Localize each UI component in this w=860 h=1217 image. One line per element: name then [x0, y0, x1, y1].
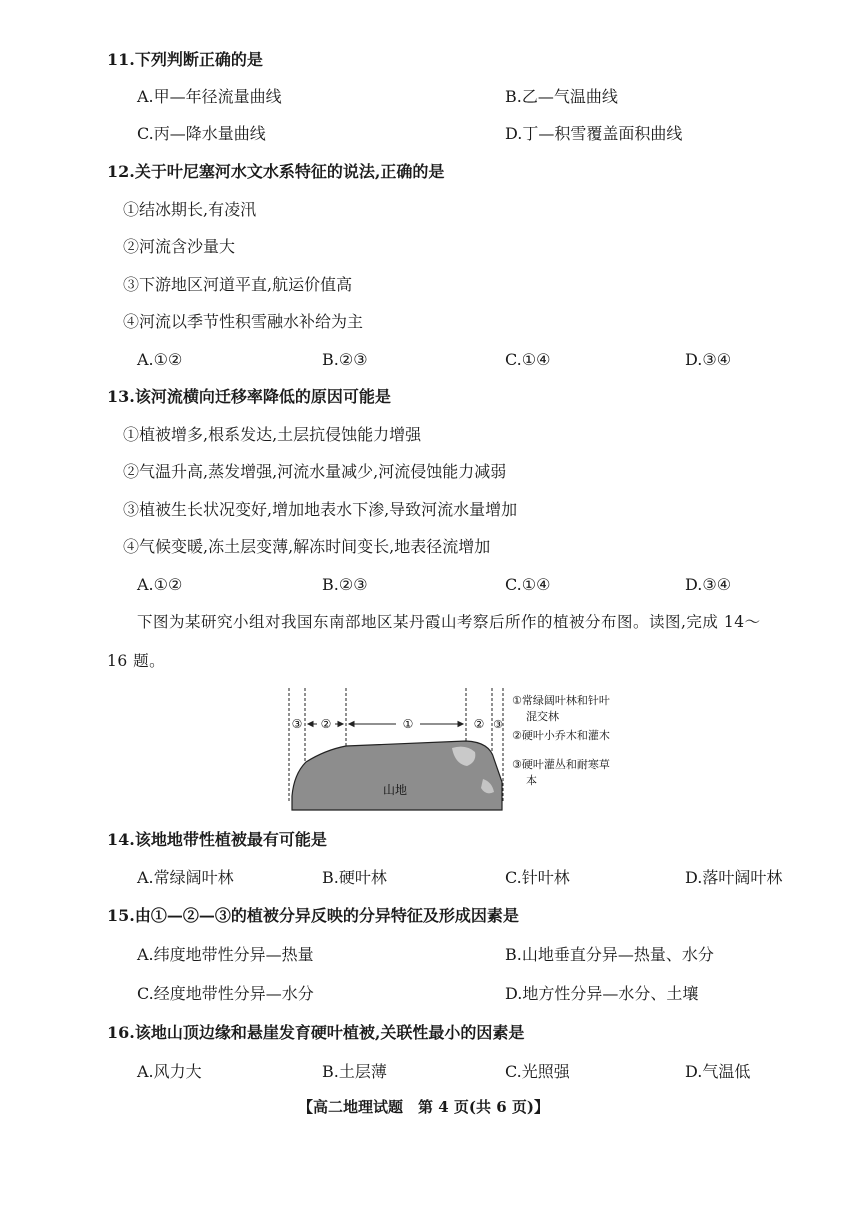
question-12-statement-2: ②河流含沙量大 [123, 237, 236, 256]
question-14-option-a: A.常绿阔叶林 [137, 868, 234, 887]
zone-label-3-right: ③ [493, 718, 503, 731]
question-16-option-d: D.气温低 [685, 1062, 751, 1081]
question-11-option-d: D.丁—积雪覆盖面积曲线 [505, 124, 683, 143]
question-15-option-b: B.山地垂直分异—热量、水分 [505, 945, 714, 964]
question-12-stem: 12.关于叶尼塞河水文水系特征的说法,正确的是 [107, 162, 445, 181]
question-11-option-b: B.乙—气温曲线 [505, 87, 618, 106]
question-11-option-a: A.甲—年径流量曲线 [137, 87, 282, 106]
question-16-stem: 16.该地山顶边缘和悬崖发育硬叶植被,关联性最小的因素是 [107, 1023, 525, 1042]
legend-line-4: ③硬叶灌丛和耐寒草 [512, 758, 610, 771]
page-footer: 【高二地理试题 第 4 页(共 6 页)】 [298, 1098, 549, 1116]
question-13-statement-1: ①植被增多,根系发达,土层抗侵蚀能力增强 [123, 425, 422, 444]
question-13-option-b: B.②③ [322, 575, 368, 594]
question-16-option-c: C.光照强 [505, 1062, 570, 1081]
zone-label-2-left: ② [320, 717, 332, 731]
question-12-statement-4: ④河流以季节性积雪融水补给为主 [123, 312, 364, 331]
question-15-option-d: D.地方性分异—水分、土壤 [505, 984, 699, 1003]
legend-line-1: ①常绿阔叶林和针叶 [512, 694, 610, 707]
question-12-option-a: A.①② [137, 350, 183, 369]
legend-line-3: ②硬叶小乔木和灌木 [512, 729, 610, 742]
question-13-stem: 13.该河流横向迁移率降低的原因可能是 [107, 387, 391, 406]
zone-label-1: ① [402, 717, 414, 731]
question-16-option-b: B.土层薄 [322, 1062, 387, 1081]
question-13-statement-2: ②气温升高,蒸发增强,河流水量减少,河流侵蚀能力减弱 [123, 462, 507, 481]
mountain-label: 山地 [382, 783, 408, 797]
vegetation-distribution-figure [280, 684, 640, 816]
question-13-statement-3: ③植被生长状况变好,增加地表水下渗,导致河流水量增加 [123, 500, 518, 519]
zone-label-2-right: ② [473, 717, 485, 731]
question-15-option-c: C.经度地带性分异—水分 [137, 984, 314, 1003]
question-12-option-b: B.②③ [322, 350, 368, 369]
question-14-option-d: D.落叶阔叶林 [685, 868, 783, 887]
legend-line-5: 本 [526, 774, 537, 787]
question-13-statement-4: ④气候变暖,冻土层变薄,解冻时间变长,地表径流增加 [123, 537, 491, 556]
question-12-option-c: C.①④ [505, 350, 551, 369]
question-14-stem: 14.该地地带性植被最有可能是 [107, 830, 327, 849]
question-16-option-a: A.风力大 [137, 1062, 202, 1081]
zone-label-3-left: ③ [291, 717, 303, 731]
question-13-option-c: C.①④ [505, 575, 551, 594]
question-13-option-d: D.③④ [685, 575, 732, 594]
question-15-option-a: A.纬度地带性分异—热量 [137, 945, 314, 964]
question-14-option-c: C.针叶林 [505, 868, 570, 887]
question-11-option-c: C.丙—降水量曲线 [137, 124, 266, 143]
intro-line-2: 16 题。 [107, 652, 166, 670]
question-15-stem: 15.由①—②—③的植被分异反映的分异特征及形成因素是 [107, 906, 519, 925]
intro-line-1: 下图为某研究小组对我国东南部地区某丹霞山考察后所作的植被分布图。读图,完成 14～ [137, 613, 761, 631]
legend-line-2: 混交林 [526, 710, 559, 723]
question-11-stem: 11.下列判断正确的是 [107, 50, 263, 69]
question-14-option-b: B.硬叶林 [322, 868, 387, 887]
question-13-option-a: A.①② [137, 575, 183, 594]
question-12-option-d: D.③④ [685, 350, 732, 369]
question-12-statement-3: ③下游地区河道平直,航运价值高 [123, 275, 353, 294]
question-12-statement-1: ①结冰期长,有凌汛 [123, 200, 257, 219]
